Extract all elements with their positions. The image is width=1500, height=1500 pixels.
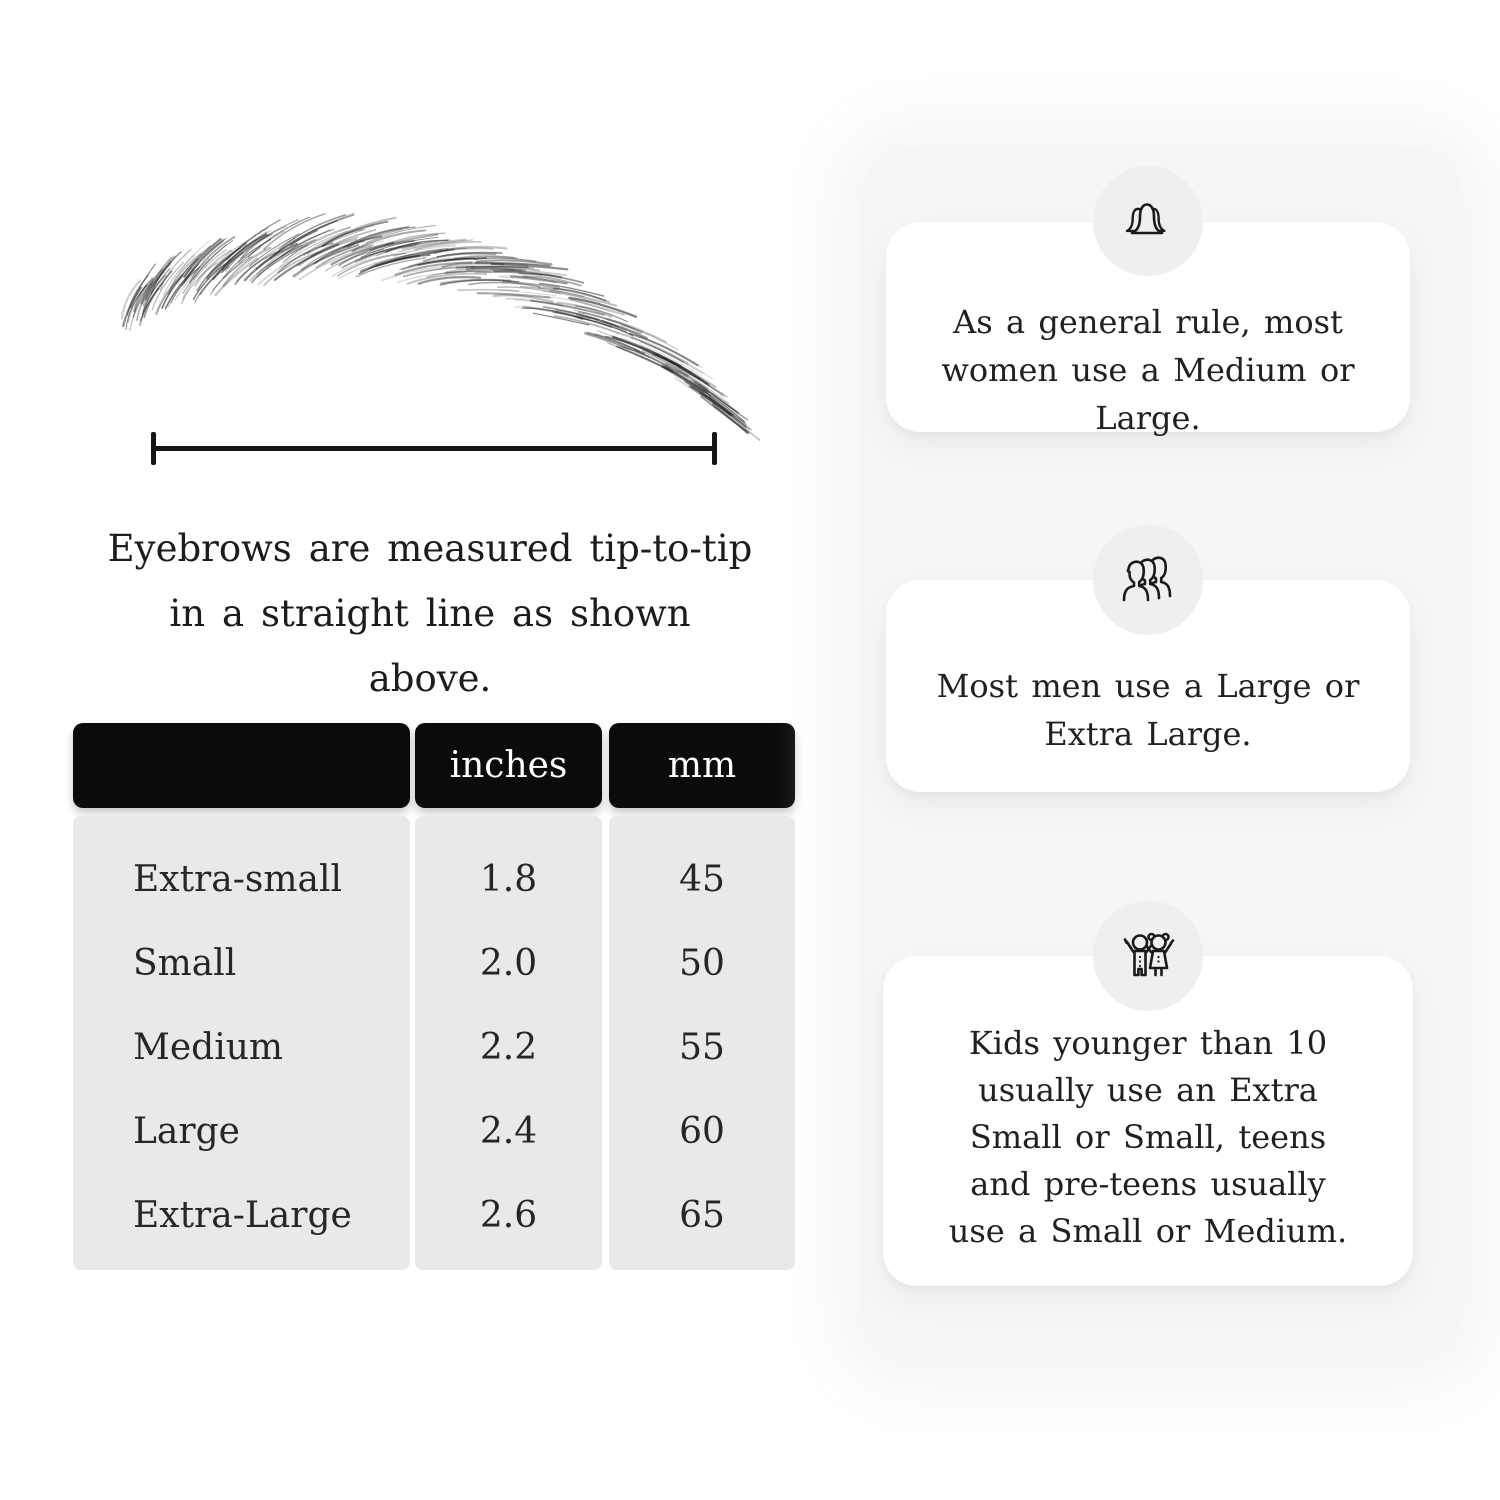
- table-column-inches: [415, 816, 602, 1270]
- table-header-mm: mm: [609, 723, 795, 808]
- table-cell-mm: 50: [679, 942, 725, 984]
- card-women-text: As a general rule, most women use a Medium or Large.: [941, 303, 1355, 437]
- table-cell-mm: 60: [679, 1110, 725, 1152]
- table-cell-inches: 2.6: [479, 1194, 538, 1236]
- table-cell-mm: 55: [679, 1026, 725, 1068]
- table-column-size: [73, 816, 410, 1270]
- table-cell-inches: 2.4: [479, 1110, 538, 1152]
- table-cell-mm: 45: [679, 858, 725, 900]
- measure-line-left-tick: [151, 432, 156, 465]
- table-cell-size-label: Small: [133, 942, 237, 984]
- table-cell-size-label: Extra-small: [133, 858, 342, 900]
- table-cell-inches: 2.2: [479, 1026, 538, 1068]
- measure-caption-line-1: Eyebrows are measured tip-to-tip: [107, 527, 753, 570]
- table-header-inches: inches: [415, 723, 602, 808]
- women-group-icon: [1116, 189, 1180, 253]
- table-cell-size-label: Extra-Large: [133, 1194, 352, 1236]
- table-cell-inches: 1.8: [479, 858, 538, 900]
- table-cell-inches: 2.0: [479, 942, 538, 984]
- card-men-text: Most men use a Large or Extra Large.: [936, 667, 1360, 753]
- table-cell-size-label: Medium: [133, 1026, 284, 1068]
- table-header-size: [73, 723, 410, 808]
- kids-badge: [1093, 901, 1203, 1011]
- men-badge: [1093, 525, 1203, 635]
- measure-line-right-tick: [712, 432, 717, 465]
- eyebrow-illustration: [100, 205, 760, 445]
- men-group-icon: [1116, 548, 1180, 612]
- measure-line: [151, 446, 717, 451]
- table-cell-mm: 65: [679, 1194, 725, 1236]
- measure-caption-line-2: in a straight line as shown above.: [169, 592, 691, 700]
- eyebrow-sketch: [100, 205, 760, 445]
- measure-caption: [100, 516, 760, 711]
- kids-icon: [1116, 924, 1180, 988]
- card-kids-text: Kids younger than 10 usually use an Extra Small or Small, teens and pre-teens usually use a Small or Medium.: [948, 1024, 1348, 1250]
- table-cell-size-label: Large: [133, 1110, 240, 1152]
- table-column-mm: [609, 816, 795, 1270]
- women-badge: [1093, 166, 1203, 276]
